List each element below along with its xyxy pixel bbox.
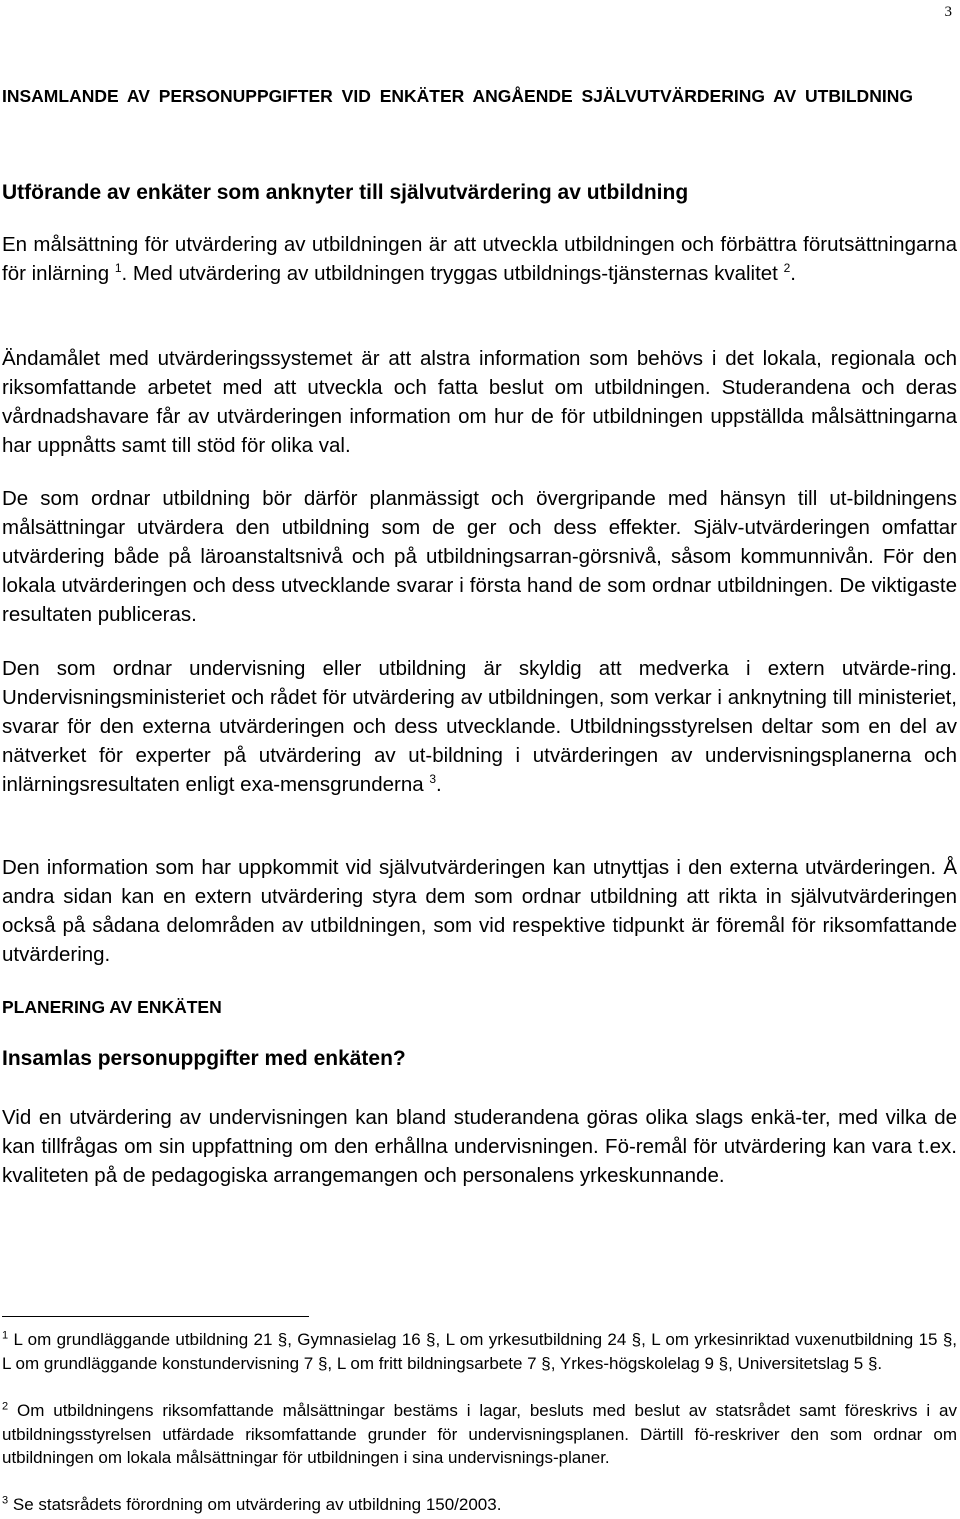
footnote-mark: 2 <box>2 1400 9 1413</box>
paragraph-organizers: De som ordnar utbildning bör därför planmässigt och övergripande med hänsyn till ut-bildningens målsättningar utvärdera den utbildning som de ger och dess effekter. Själv-utvärderingen omfattar utvärdering både på läroanstaltsnivå och på utbildningsarran-görsnivå, såsom kommunnivån. För den lokala utvärderingen och dess utvecklande svarar i första hand de som ordnar utbildningen. De viktigaste resultaten publiceras. <box>2 487 957 626</box>
section-heading: Utförande av enkäter som anknyter till självutvärdering av utbildning <box>2 181 689 204</box>
footnote-text: L om grundläggande utbildning 21 §, Gymnasielag 16 §, L om yrkesutbildning 24 §, L om yrkesinriktad vuxenutbildning 15 §, L om grundläggande konstundervisning 7 §, L om fritt bildningsarbete 7 §, Yrkes-högskolelag 9 §, Universitetslag 5 §. <box>2 1330 957 1373</box>
footnote-mark: 1 <box>2 1329 9 1342</box>
paragraph-information-use: Den information som har uppkommit vid självutvärderingen kan utnyttjas i den externa utvärderingen. Å andra sidan kan en extern utvärdering styra dem som ordnar utbildning att rikta in självutvärderingen också på sådana delområden av utbildningen, som vid respektive tidpunkt är föremål för riksomfattande utvärdering. <box>2 856 957 966</box>
footnote-text: Se statsrådets förordning om utvärdering av utbildning 150/2003. <box>12 1495 502 1514</box>
footnote-1 <box>2 1328 957 1375</box>
footnote-3 <box>2 1493 957 1517</box>
question-heading: Insamlas personuppgifter med enkäten? <box>2 1047 406 1070</box>
paragraph-survey: Vid en utvärdering av undervisningen kan bland studerandena göras olika slags enkä-ter, med vilka de kan tillfrågas om sin uppfattning om den erhållna undervisningen. Fö-remål för utvärdering kan vara t.ex. kvaliteten på de pedagogiska arrangemangen och personalens yrkeskunnande. <box>2 1106 957 1187</box>
footnote-divider <box>2 1316 309 1317</box>
paragraph-text: Den som ordnar undervisning eller utbildning är skyldig att medverka i extern utvärde-ring. Undervisningsministeriet och rådet för utvärdering av utbildningen, som verkar i anknytning till ministeriet, svarar för den externa utvärderingen och dess utvecklande. Utbildningsstyrelsen deltar som en del av nätverket för experter på utvärdering av ut-bildning i utvärderingen av undervisningsplanerna och inlärningsresultaten enligt exa-mensgrunderna <box>2 657 957 796</box>
paragraph-external-evaluation <box>2 654 957 799</box>
footnote-2 <box>2 1399 957 1470</box>
paragraph-goals <box>2 230 957 288</box>
paragraph-text: En målsättning för utvärdering av utbildningen är att utveckla utbildningen och förbättra förutsättningarna för inlärning <box>2 233 957 285</box>
paragraph-text: . <box>436 773 442 796</box>
footnote-ref: 3 <box>429 772 437 787</box>
footnote-ref: 2 <box>783 261 791 276</box>
paragraph-purpose: Ändamålet med utvärderingssystemet är att alstra information som behövs i det lokala, regionala och riksomfattande arbetet med att utveckla och fatta beslut om utbildningen. Studerandena och deras vårdnadshavare får av utvärderingen information om hur de för utbildningen uppställda målsättningarna har uppnåtts samt till stöd för olika val. <box>2 347 957 457</box>
footnote-ref: 1 <box>114 261 122 276</box>
planning-heading: PLANERING AV ENKÄTEN <box>2 997 222 1017</box>
main-heading: INSAMLANDE AV PERSONUPPGIFTER VID ENKÄTER ANGÅENDE SJÄLVUTVÄRDERING AV UTBILDNING <box>2 86 913 106</box>
footnote-mark: 3 <box>2 1494 9 1507</box>
paragraph-text: . Med utvärdering av utbildningen tryggas utbildnings-tjänsternas kvalitet <box>121 262 784 285</box>
paragraph-text: . <box>790 262 796 285</box>
page-number: 3 <box>944 4 952 20</box>
footnote-text: Om utbildningens riksomfattande målsättningar bestäms i lagar, besluts med beslut av statsrådet samt föreskrivs i av utbildningsstyrelsen utfärdade riksomfattande grunder för undervisningsplanen. Därtill fö-reskriver den som ordnar om utbildningen om lokala målsättningar för utbildningen i sina undervisnings-planer. <box>2 1401 957 1467</box>
